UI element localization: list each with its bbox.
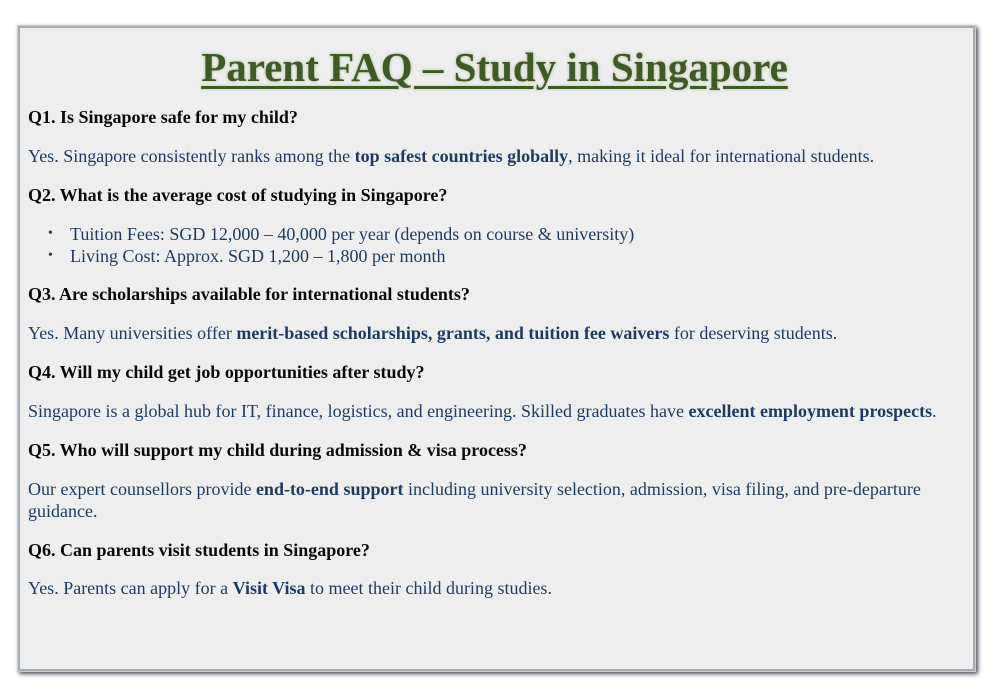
answer-5-highlight: end-to-end support bbox=[255, 479, 404, 499]
answer-3-text-end: for deserving students. bbox=[669, 323, 838, 343]
answer-4-text-end: . bbox=[932, 401, 937, 421]
answer-3-text: Yes. Many universities offer bbox=[28, 323, 237, 343]
answer-3 bbox=[28, 322, 961, 344]
answer-5-text-end: including university selection, admission, visa filing, and pre-departure guidance. bbox=[28, 479, 921, 521]
page-title: Parent FAQ – Study in Singapore bbox=[201, 44, 788, 90]
question-3: Q3. Are scholarships available for international students? bbox=[28, 284, 470, 304]
list-item-text: Tuition Fees: SGD 12,000 – 40,000 per year (depends on course & university) bbox=[70, 224, 635, 244]
answer-6-text-end: to meet their child during studies. bbox=[305, 578, 552, 598]
list-item bbox=[48, 223, 961, 245]
question-5: Q5. Who will support my child during admission & visa process? bbox=[28, 440, 527, 460]
answer-1-highlight: top safest countries globally bbox=[354, 146, 569, 166]
bullet-icon: • bbox=[48, 226, 53, 241]
cost-list bbox=[28, 223, 961, 267]
answer-4-text: Singapore is a global hub for IT, finance, logistics, and engineering. Skilled graduates have bbox=[28, 401, 689, 421]
answer-4-highlight: excellent employment prospects bbox=[688, 401, 933, 421]
bullet-icon: • bbox=[48, 248, 53, 263]
answer-5 bbox=[28, 478, 961, 522]
answer-1-text: Yes. Singapore consistently ranks among the bbox=[28, 146, 355, 166]
answer-5-text: Our expert counsellors provide bbox=[28, 479, 256, 499]
faq-card bbox=[18, 26, 975, 671]
list-item-text: Living Cost: Approx. SGD 1,200 – 1,800 per month bbox=[70, 246, 446, 266]
answer-6 bbox=[28, 577, 961, 599]
question-2: Q2. What is the average cost of studying in Singapore? bbox=[28, 185, 448, 205]
answer-1 bbox=[28, 145, 961, 167]
question-1: Q1. Is Singapore safe for my child? bbox=[28, 107, 298, 127]
question-6: Q6. Can parents visit students in Singapore? bbox=[28, 540, 370, 560]
answer-6-text: Yes. Parents can apply for a bbox=[28, 578, 233, 598]
answer-4 bbox=[28, 400, 961, 422]
question-4: Q4. Will my child get job opportunities after study? bbox=[28, 362, 425, 382]
answer-1-text-end: , making it ideal for international students. bbox=[568, 146, 875, 166]
list-item bbox=[48, 245, 961, 267]
answer-6-highlight: Visit Visa bbox=[232, 578, 306, 598]
answer-3-highlight: merit-based scholarships, grants, and tuition fee waivers bbox=[236, 323, 670, 343]
